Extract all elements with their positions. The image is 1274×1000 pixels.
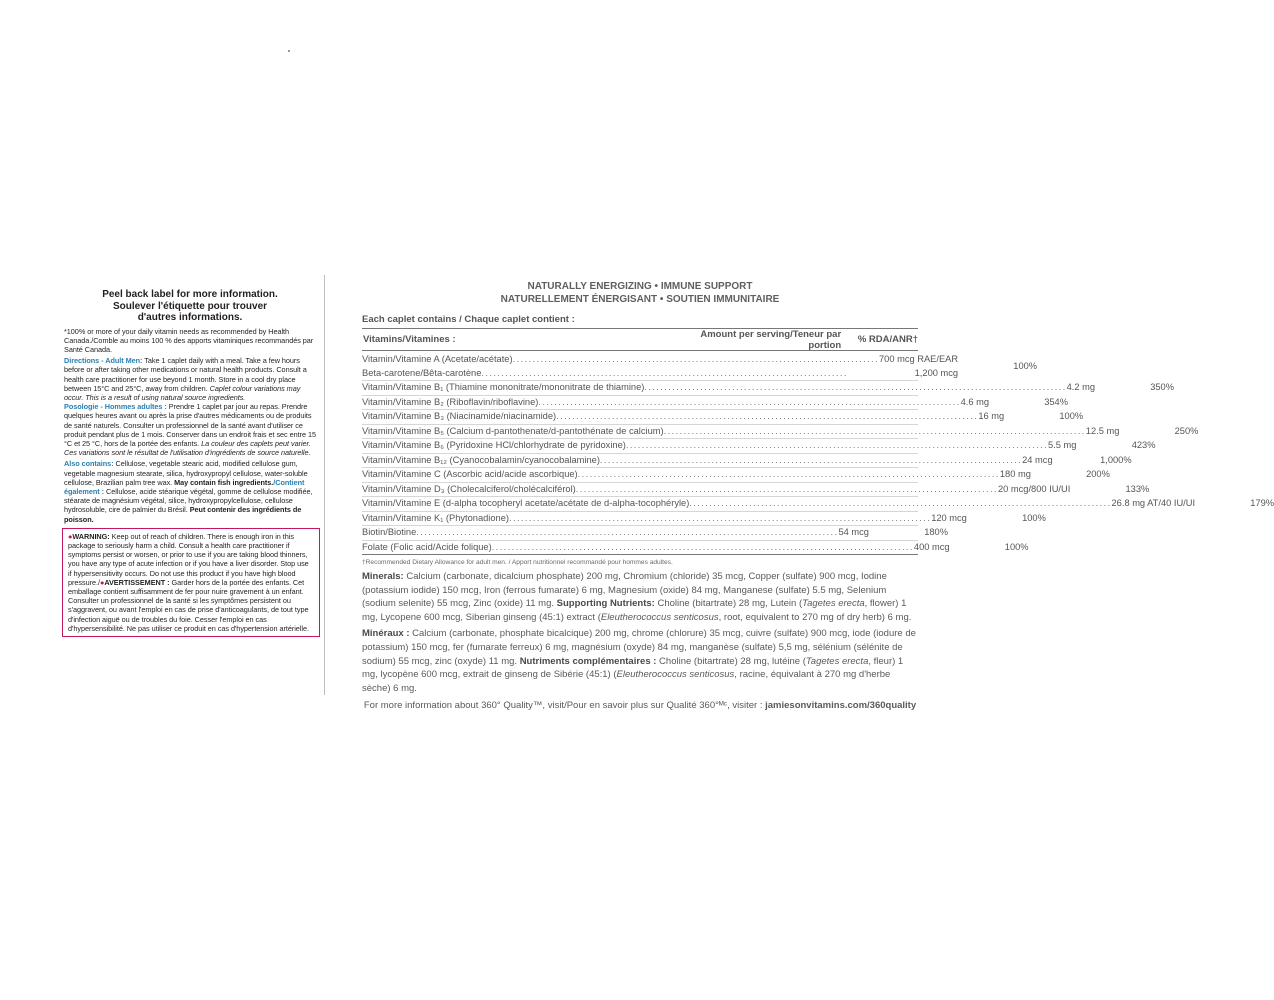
vitamin-a-group (362, 353, 1038, 380)
table-row: Vitamin/Vitamine D₃ (Cholecalciferol/cholécalciférol) .......................................................................................................... 20 mcg/800 IU/UI 133% (362, 482, 918, 497)
tagline-en: NATURALLY ENERGIZING • IMMUNE SUPPORT (527, 281, 753, 292)
table-row: Vitamin/Vitamine B₆ (Pyridoxine HCl/chlorhydrate de pyridoxine) .......................................................................................................... 5.5 mg 423% (362, 438, 918, 453)
table-row: Vitamin/Vitamine B₅ (Calcium d-pantothenate/d-pantothénate de calcium) .......................................................................................................... 12.5 mg 250% (362, 424, 918, 439)
table-row: Vitamin/Vitamine E (d-alpha tocopheryl acetate/acétate de d-alpha-tocophéryle) .......................................................................................................... 26.8 mg AT/40 IU/UI 179% (362, 496, 918, 511)
tagline-fr: NATURELLEMENT ÉNERGISANT • SOUTIEN IMMUNITAIRE (500, 293, 780, 305)
each-caplet-heading: Each caplet contains / Chaque caplet contient : (362, 314, 575, 325)
table-row: Vitamin/Vitamine B₁₂ (Cyanocobalamin/cyanocobalamine) .......................................................................................................... 24 mcg 1,000% (362, 453, 918, 468)
stray-mark (288, 50, 290, 52)
table-header (362, 328, 918, 351)
quality-link[interactable]: jamiesonvitamins.com/360quality (765, 700, 917, 712)
supplement-facts-panel (362, 281, 1274, 712)
col-rda: % RDA/ANR† (857, 334, 918, 345)
col-vitamins: Vitamins/Vitamines : (363, 334, 456, 345)
table-row: Vitamin/Vitamine C (Ascorbic acid/acide ascorbique) .......................................................................................................... 180 mg 200% (362, 467, 918, 482)
table-row: Folate (Folic acid/Acide folique) .......................................................................................................... 400 mcg 100% (362, 540, 918, 556)
minerals-fr: Minéraux : Calcium (carbonate, phosphate bicalcique) 200 mg, chrome (chlorure) 35 mcg, cuivre (sulfate) 900 mcg, iode (iodure de potassium) 150 mcg, fer (fumarate ferreux) 6 mg, magnésium (oxyde) 84 mg, manganèse (sulfate) 5,5 mg, sélénium (sélénite de sodium) 55 mcg, zinc (oxyde) 11 mg. Nutriments complémentaires : Choline (bitartrate) 28 mg, lutéine (Tagetes erecta, fleur) 1 mg, lycopène 600 mcg, extrait de ginseng de Sibérie (45:1) (Eleutherococcus senticosus, racine, équivalant à 270 mg d'herbe sèche) 6 mg. (362, 628, 916, 694)
daily-needs-note: *100% or more of your daily vitamin needs as recommended by Health Canada./Comble au moins 100 % des apports vitaminiques recommandés par Santé Canada. (64, 326, 314, 354)
table-row: Vitamin/Vitamine B₁ (Thiamine mononitrate/mononitrate de thiamine) .......................................................................................................... 4.2 mg 350% (362, 380, 918, 395)
rda-footnote: †Recommended Dietary Allowance for adult men. / Apport nutritionnel recommandé pour hommes adultes. (362, 559, 673, 566)
table-row: Beta-carotene/Bêta-carotène ............................................................................................ 1,200 mcg (362, 367, 959, 378)
minerals-en: Minerals: Calcium (carbonate, dicalcium phosphate) 200 mg, Chromium (chloride) 35 mcg, Copper (sulfate) 900 mcg, Iodine (potassium iodide) 150 mcg, Iron (ferrous fumarate) 6 mg, Magnesium (oxide) 84 mg, Manganese (sulfate) 5.5 mg, Selenium (sodium selenite) 55 mcg, Zinc (oxide) 11 mg. Supporting Nutrients: Choline (bitartrate) 28 mg, Lutein (Tagetes erecta, flower) 1 mg, Lycopene 600 mcg, Siberian ginseng (45:1) extract (Eleutherococcus senticosus, root, equivalent to 270 mg of dry herb) 6 mg. (362, 571, 912, 623)
warning-text: ●WARNING: Keep out of reach of children. There is enough iron in this package to seriously harm a child. Consult a health care practitioner if symptoms persist or worsen, or prior to use if you are taking blood thinners, you have any type of acute infection or if you have a liver disorder. Stop use if hypersensitivity occurs. Do not use this product if you have high blood pressure./●AVERTISSEMENT : Garder hors de la portée des enfants. Cet emballage contient suffisamment de fer pour nuire gravement à un enfant. Consulter un professionnel de la santé si les symptômes persistent ou s'aggravent, ou avant l'emploi en cas de prise d'anticoagulants, de tout type d'infection aiguë ou de troubles du foie. Cesser l'emploi en cas d'hypersensibilité. Ne pas utiliser ce produit en cas d'hypertension artérielle. (68, 531, 309, 633)
also-contains: Also contains: Cellulose, vegetable stearic acid, modified cellulose gum, vegetable magnesium stearate, silica, hydroxypropyl cellulose, water-soluble cellulose, Brazilian palm tree wax. May contain fish ingredients./Contient également : Cellulose, acide stéarique végétal, gomme de cellulose modifiée, stéarate de magnésium végétal, silice, hydroxypropylcellulose, cellulose hydrosoluble, cire de palmier du Brésil. Peut contenir des ingrédients de poisson. (64, 459, 313, 524)
vitamin-a-pct: 100% (1013, 361, 1038, 371)
directions-fr: Posologie - Hommes adultes : Prendre 1 caplet par jour au repas. Prendre quelques heures avant ou après la prise d'autres médicaments ou de produits de santé naturels. Consulter un professionnel de la santé avant d'utiliser ce produit pendant plus de 1 mois. Conserver dans un endroit frais et sec entre 15 °C et 25 °C, hors de la portée des enfants. La couleur des caplets peut varier. Ces variations sont le résultat de l'utilisation d'ingrédients de source naturelle. (64, 402, 316, 458)
warning-box (62, 528, 320, 637)
table-row: Vitamin/Vitamine B₂ (Riboflavin/riboflavine) .......................................................................................................... 4.6 mg 354% (362, 395, 918, 410)
col-amount: Amount per serving/Teneur par portion (700, 328, 842, 351)
left-label-panel (57, 275, 325, 695)
table-row: Vitamin/Vitamine A (Acetate/acétate) ............................................................................................ 700 mcg RAE/EAR (362, 354, 959, 364)
peel-back-notice: Peel back label for more information. Soulever l'étiquette pour trouver d'autres informations. (102, 289, 278, 323)
table-row: Vitamin/Vitamine K₁ (Phytonadione) .......................................................................................................... 120 mcg 100% (362, 511, 918, 526)
table-row: Vitamin/Vitamine B₃ (Niacinamide/niacinamide) .......................................................................................................... 16 mg 100% (362, 409, 918, 424)
directions-en: Directions - Adult Men: Take 1 caplet daily with a meal. Take a few hours before or after taking other medications or natural health products. Consult a health care practitioner for use beyond 1 month. Store in a cool dry place between 15°C and 25°C, away from children. Caplet colour variations may occur. This is a result of using natural source ingredients. (64, 356, 307, 402)
table-row: Biotin/Biotine .......................................................................................................... 54 mcg 180% (362, 525, 918, 540)
more-info: For more information about 360° Quality™, visit/Pour en savoir plus sur Qualité 360°ᴹᶜ, visiter : jamiesonvitamins.com/360quality (363, 700, 917, 712)
warning-icon-fr: ● (99, 577, 105, 587)
warning-icon: ● (68, 531, 73, 541)
